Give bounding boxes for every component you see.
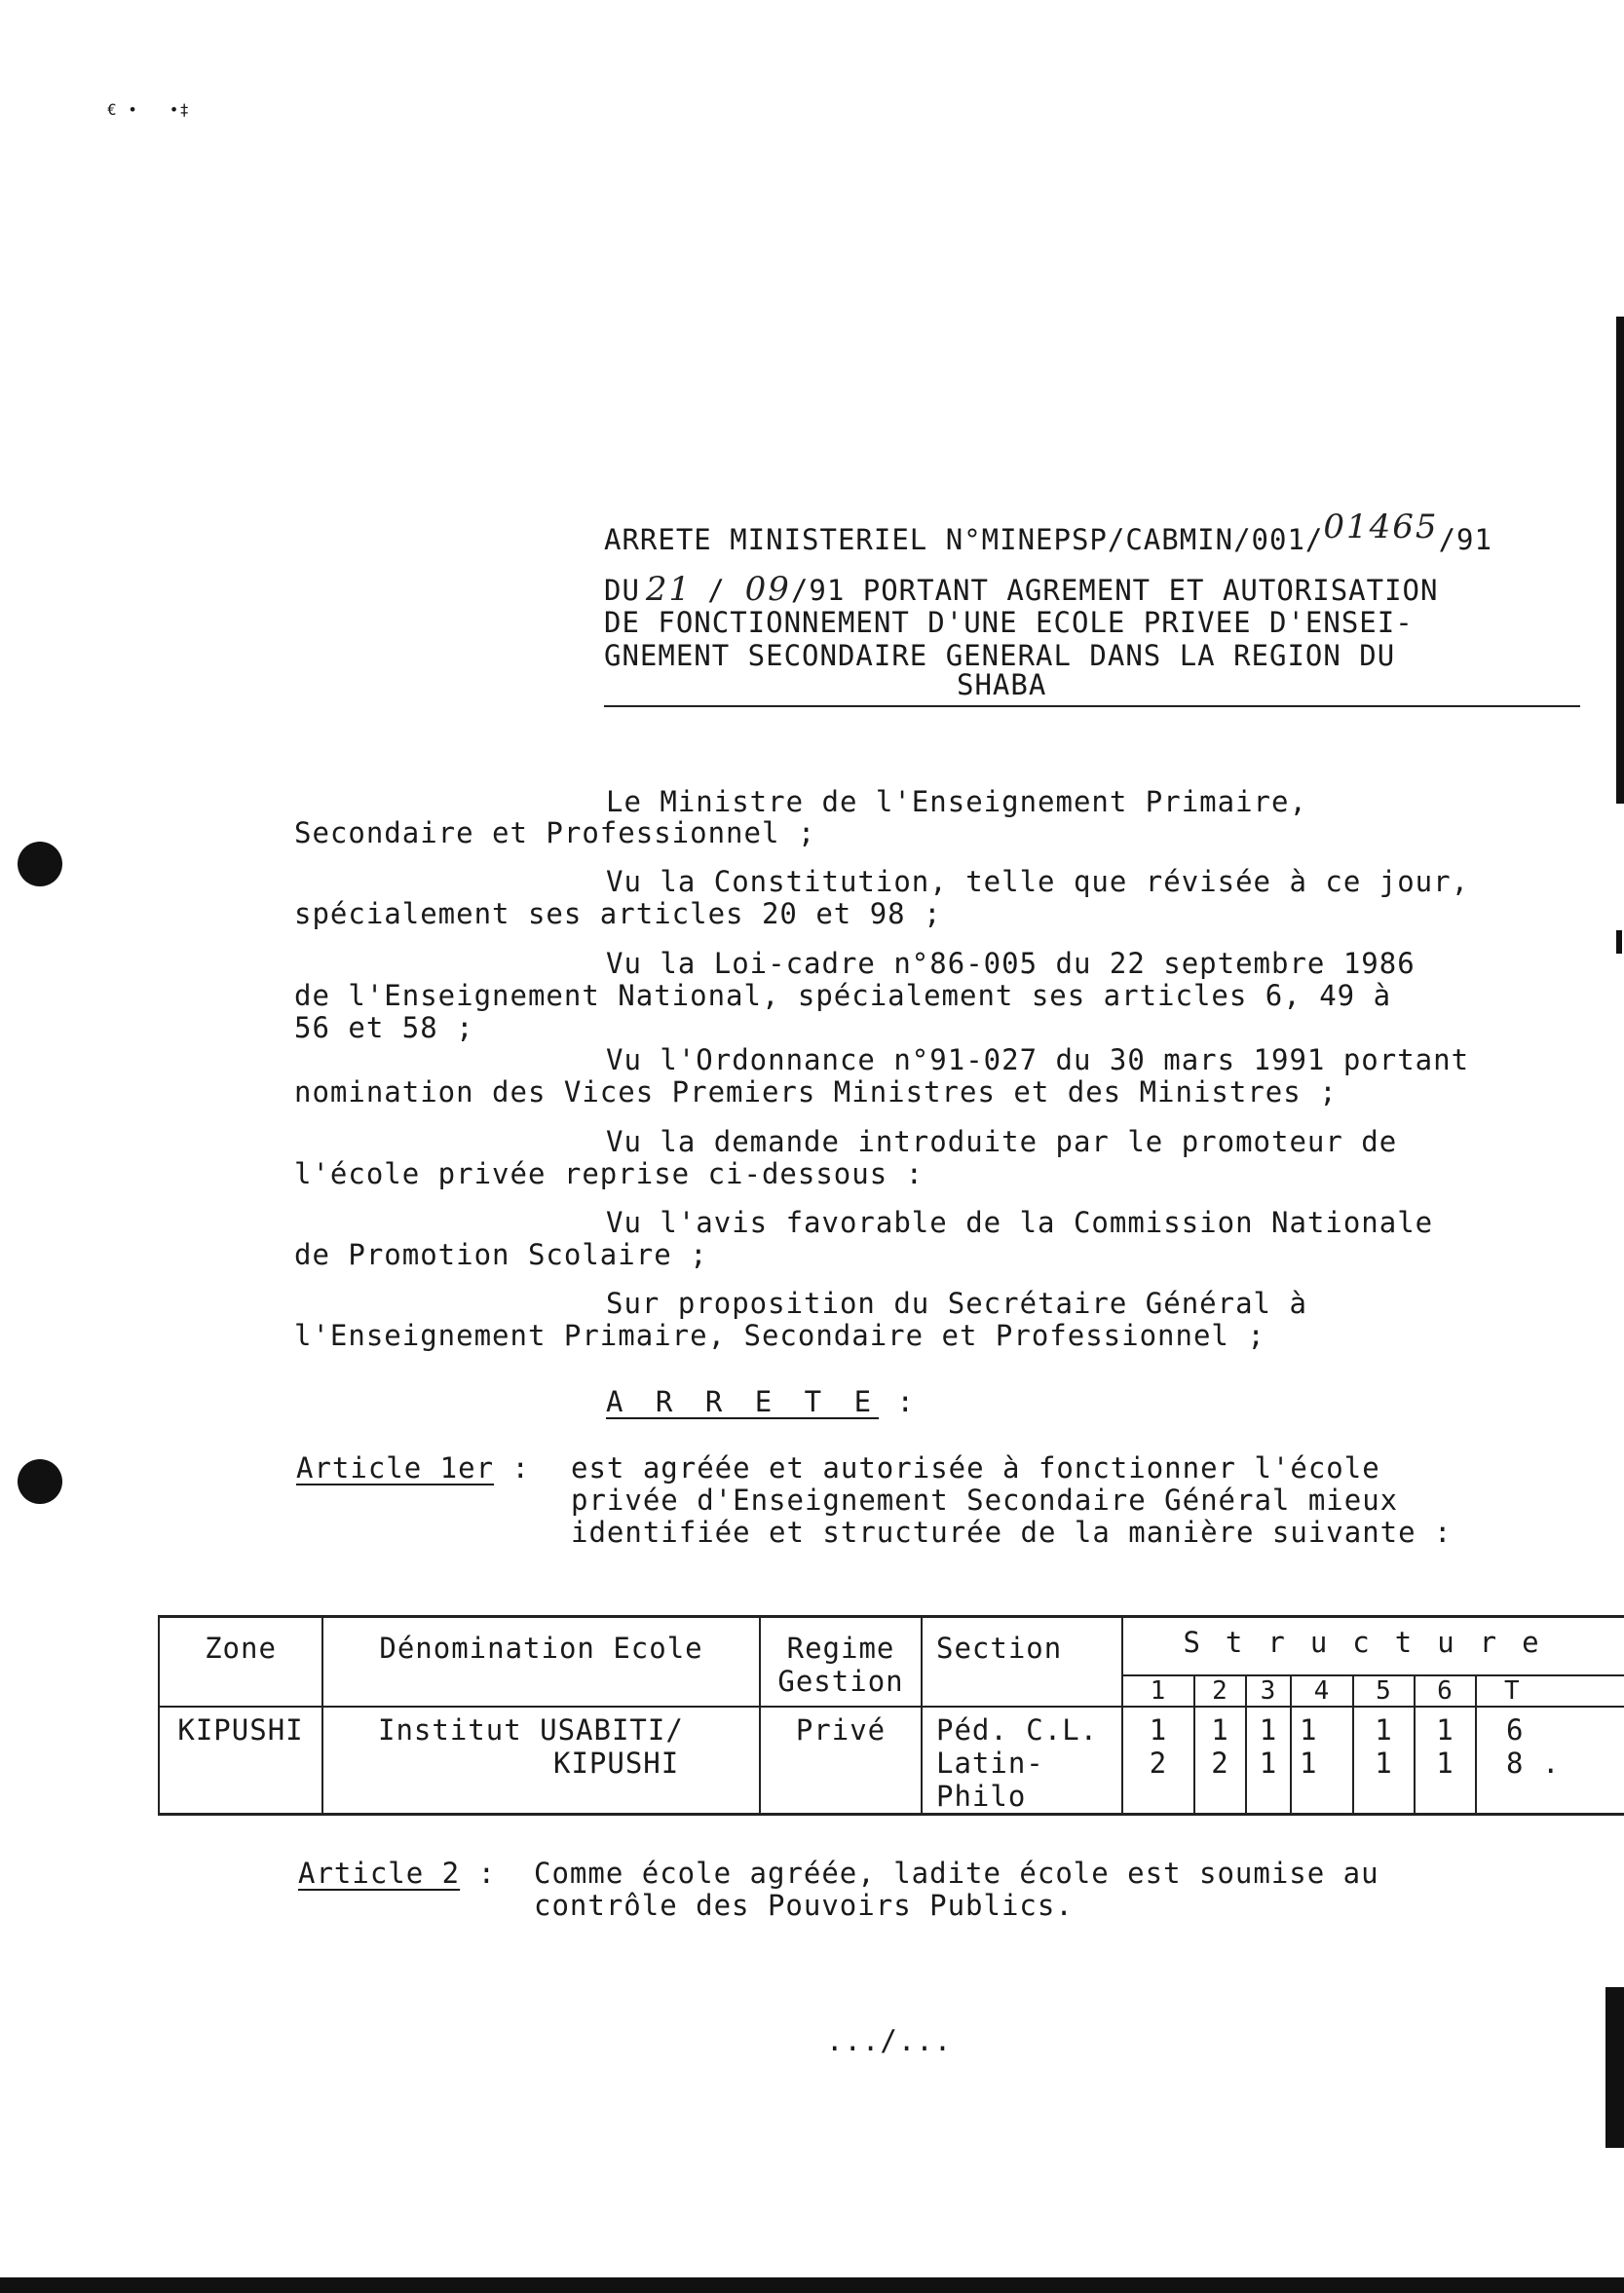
value-2-b: 2: [1211, 1747, 1229, 1780]
article-1-line-2: privée d'Enseignement Secondaire Général mieux: [571, 1484, 1399, 1517]
punch-hole-bottom: [18, 1459, 62, 1504]
arrete-colon: :: [896, 1385, 915, 1418]
preamble-4-rest: nomination des Vices Premiers Ministres et des Ministres ;: [294, 1075, 1338, 1109]
scan-edge-top: [1616, 317, 1624, 804]
handwritten-decree-number: 01465: [1323, 507, 1439, 546]
cell-structure-2: [1194, 1707, 1246, 1815]
structure-col-6: 6: [1415, 1675, 1476, 1707]
cell-section: [922, 1707, 1122, 1815]
cell-structure-5: [1353, 1707, 1415, 1815]
scan-edge-base: [0, 2277, 1624, 2293]
structure-col-5: 5: [1353, 1675, 1415, 1707]
value-total-b-number: 8: [1506, 1747, 1525, 1780]
header-regime-gestion: [760, 1617, 922, 1708]
decree-title-line2: DE FONCTIONNEMENT D'UNE ECOLE PRIVEE D'ENSEI-: [604, 606, 1414, 639]
denomination-line-2: KIPUSHI: [553, 1747, 680, 1780]
header-denomination: Dénomination Ecole: [322, 1617, 760, 1708]
header-rule: [604, 705, 1580, 707]
value-total-b: [1506, 1747, 1624, 1780]
preamble-1-rest: Secondaire et Professionnel ;: [294, 816, 816, 849]
article-1-label-line: [296, 1451, 530, 1485]
denomination-line-1: Institut USABITI/: [378, 1713, 684, 1747]
preamble-5-first: Vu la demande introduite par le promoteur de: [606, 1125, 1398, 1158]
structure-col-3: 3: [1246, 1675, 1291, 1707]
value-2-a: 1: [1211, 1713, 1229, 1747]
header-gestion: Gestion: [777, 1665, 904, 1698]
cell-zone: KIPUSHI: [159, 1707, 322, 1815]
article-2-label-line: [298, 1857, 496, 1890]
cell-structure-total: [1476, 1707, 1624, 1815]
trailing-dot: .: [1541, 1747, 1561, 1780]
scan-marks: € • •‡: [107, 100, 191, 119]
scan-edge-mid: [1616, 930, 1622, 954]
value-6-a: 1: [1436, 1713, 1454, 1747]
decree-date-line: [604, 570, 1439, 609]
value-3-a: 1: [1259, 1713, 1278, 1747]
decree-title-line4: SHABA: [957, 668, 1047, 701]
punch-hole-top: [18, 842, 62, 886]
value-4-b: 1: [1300, 1747, 1318, 1780]
preamble-4-first: Vu l'Ordonnance n°91-027 du 30 mars 1991 portant: [606, 1043, 1470, 1076]
preamble-2-rest: spécialement ses articles 20 et 98 ;: [294, 897, 942, 930]
handwritten-day: 21: [645, 570, 693, 609]
table-row: [159, 1707, 1624, 1815]
date-prefix: DU: [604, 574, 640, 607]
school-structure-table: [158, 1615, 1624, 1816]
preamble-7-first: Sur proposition du Secrétaire Général à: [606, 1287, 1307, 1320]
value-5-b: 1: [1375, 1747, 1393, 1780]
section-line-2: Latin-Philo: [936, 1747, 1044, 1813]
structure-col-total: T: [1476, 1675, 1624, 1707]
decree-title-line1: /91 PORTANT AGREMENT ET AUTORISATION: [790, 574, 1439, 607]
preamble-2-first: Vu la Constitution, telle que révisée à ce jour,: [606, 865, 1470, 898]
article-2-line-2: contrôle des Pouvoirs Publics.: [534, 1889, 1074, 1922]
article-1-line-3: identifiée et structurée de la manière suivante :: [571, 1516, 1453, 1549]
cell-structure-1: [1122, 1707, 1194, 1815]
value-3-b: 1: [1259, 1747, 1278, 1780]
date-slash: /: [707, 574, 726, 607]
cell-structure-4: [1291, 1707, 1353, 1815]
value-5-a: 1: [1375, 1713, 1393, 1747]
decree-number-line: [604, 507, 1492, 556]
article-1-label: Article 1er: [296, 1451, 495, 1485]
value-1-b: 2: [1149, 1747, 1168, 1780]
structure-col-2: 2: [1194, 1675, 1246, 1707]
structure-col-4: 4: [1291, 1675, 1353, 1707]
decree-year: /91: [1438, 523, 1492, 556]
preamble-6-rest: de Promotion Scolaire ;: [294, 1238, 708, 1271]
preamble-5-rest: l'école privée reprise ci-dessous :: [294, 1157, 925, 1190]
scan-edge-bottom: [1605, 1987, 1624, 2148]
arrete-heading: [606, 1385, 915, 1418]
article-1-line-1: est agréée et autorisée à fonctionner l'école: [571, 1451, 1380, 1485]
preamble-7-rest: l'Enseignement Primaire, Secondaire et Professionnel ;: [294, 1319, 1265, 1352]
cell-denomination: [322, 1707, 760, 1815]
preamble-3-rest-2: 56 et 58 ;: [294, 1011, 474, 1044]
cell-structure-6: [1415, 1707, 1476, 1815]
preamble-6-first: Vu l'avis favorable de la Commission Nationale: [606, 1206, 1434, 1239]
value-6-b: 1: [1436, 1747, 1454, 1780]
article-2-line-1: Comme école agréée, ladite école est soumise au: [534, 1857, 1379, 1890]
header-regime: Regime: [786, 1632, 895, 1665]
value-4-a: 1: [1300, 1713, 1318, 1747]
cell-structure-3: [1246, 1707, 1291, 1815]
preamble-1-first: Le Ministre de l'Enseignement Primaire,: [606, 785, 1307, 818]
decree-number-prefix: ARRETE MINISTERIEL N°MINEPSP/CABMIN/001/: [604, 523, 1324, 556]
header-structure: Structure: [1122, 1617, 1624, 1676]
header-section: Section: [922, 1617, 1122, 1708]
value-total-a: 6: [1506, 1713, 1525, 1747]
handwritten-month: 09: [744, 570, 791, 609]
arrete-title: A R R E T E: [606, 1385, 880, 1418]
decree-title-line3: GNEMENT SECONDAIRE GENERAL DANS LA REGION DU: [604, 639, 1396, 672]
preamble-3-first: Vu la Loi-cadre n°86-005 du 22 septembre 1986: [606, 947, 1416, 980]
preamble-3-rest-1: de l'Enseignement National, spécialement ses articles 6, 49 à: [294, 979, 1392, 1012]
table-header-row: [159, 1617, 1624, 1676]
section-line-1: Péd. C.L.: [936, 1713, 1099, 1747]
article-1-sep: :: [511, 1451, 530, 1485]
article-2-label: Article 2: [298, 1857, 461, 1890]
page-continuation: .../...: [826, 2024, 953, 2057]
header-zone: Zone: [159, 1617, 322, 1708]
cell-regime: Privé: [760, 1707, 922, 1815]
structure-col-1: 1: [1122, 1675, 1194, 1707]
value-1-a: 1: [1149, 1713, 1168, 1747]
article-2-sep: :: [477, 1857, 497, 1890]
